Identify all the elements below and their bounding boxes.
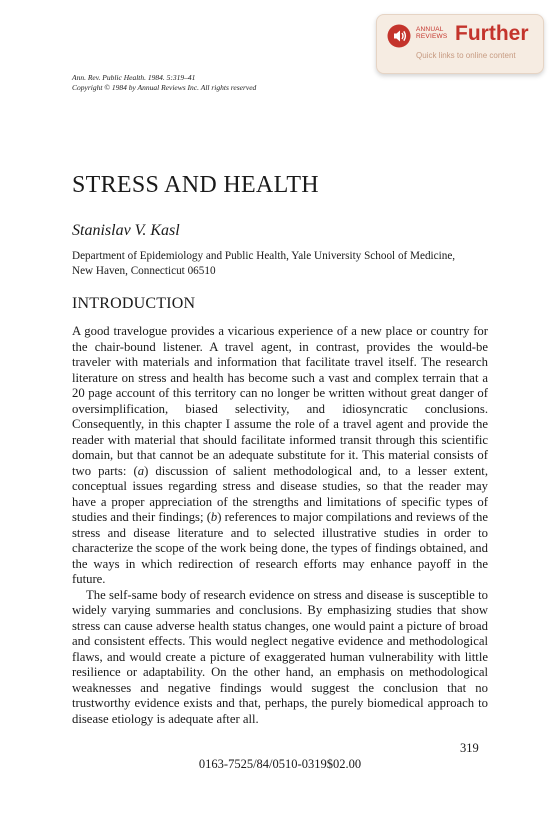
badge-further-label: Further: [455, 22, 529, 45]
badge-reviews-text: REVIEWS: [416, 33, 448, 40]
article-code: 0163-7525/84/0510-0319$02.00: [198, 757, 362, 771]
section-heading: INTRODUCTION: [72, 295, 196, 312]
badge-subtitle: Quick links to online content: [416, 51, 516, 60]
copyright-line: Copyright © 1984 by Annual Reviews Inc. All rights reserved: [72, 83, 257, 92]
body-text: [72, 324, 488, 727]
paragraph-1-part-1: A good travelogue provides a vicarious experience of a new place or country for the chair-bound listener. A travel agent, in contrast, provides the would-be traveler with materials and information that facilitate travel itself. The research literature on stress and health has become such a vast and complex terrain that a 20 page account of this territory can no longer be written without great danger of oversimplification, biased selectivity, and idiosyncratic conclusions. Consequently, in this chapter I assume the role of a travel agent and provide the reader with material that should facilitate informed transit through this scientific domain, but that cannot be an adequate substitute for it. This material consists of two parts: (: [72, 324, 488, 478]
journal-line: Ann. Rev. Public Health. 1984. 5:319–41: [72, 73, 196, 82]
page-number: 319: [460, 741, 479, 755]
paragraph-1-part-3: ) references to major compilations and reviews of the stress and disease literature and to selected illustrative studies in order to characterize the scope of the work being done, the types of findings obtained, and the ways in which redirection of research efforts may enhance payoff in the future.: [72, 510, 488, 586]
author-name: Stanislav V. Kasl: [72, 222, 180, 239]
journal-citation: [72, 73, 256, 93]
paragraph-2: The self-same body of research evidence on stress and disease is susceptible to widely varying summaries and conclusions. By emphasizing studies that show stress can cause adverse health status changes, one would paint a picture of broad and consistent effects. This would neglect negative evidence and methodological flaws, and would create a picture of exaggerated human vulnerability with little resilience or adaptability. On the other hand, an emphasis on methodological weaknesses and negative findings would suggest the conclusion that no trustworthy evidence exists and that, perhaps, the purely biomedical approach to disease etiology is adequate after all.: [72, 587, 488, 726]
affiliation-line-1: Department of Epidemiology and Public Health, Yale University School of Medicine,: [72, 250, 456, 262]
list-label-a: a: [137, 463, 145, 478]
badge-annual-reviews-label: [416, 26, 447, 40]
paragraph-1-part-2: ) discussion of salient methodological and, to a lesser extent, conceptual issues regarding stress and disease studies, so that the reader may have a proper appreciation of the strengths and limitations of specific types of studies and their findings; (: [72, 463, 488, 524]
article-title: STRESS AND HEALTH: [72, 172, 319, 198]
author-affiliation: [72, 249, 492, 279]
speaker-icon: [387, 24, 411, 48]
paragraph-1: [72, 324, 488, 588]
affiliation-line-2: New Haven, Connecticut 06510: [72, 265, 216, 277]
list-label-b: b: [210, 510, 218, 524]
badge-annual-text: ANNUAL: [416, 26, 444, 33]
annual-reviews-further-badge[interactable]: [376, 14, 544, 74]
